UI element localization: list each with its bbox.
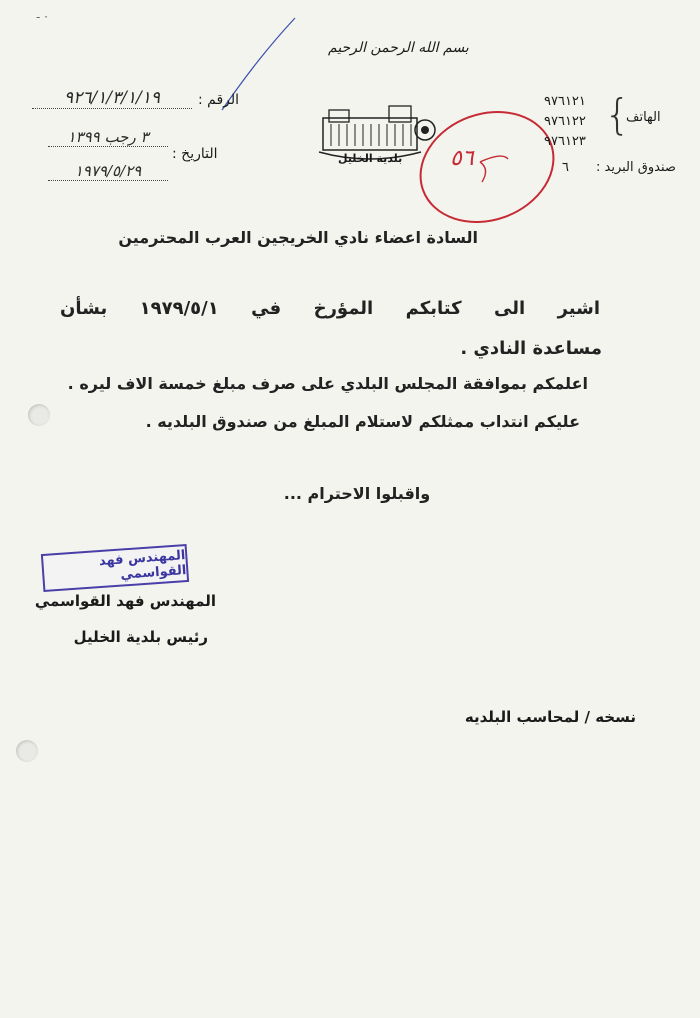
ref-value: ٩٢٦/١/٣/١/١٩	[32, 88, 192, 109]
addressee: السادة اعضاء نادي الخريجين العرب المحترمين	[118, 228, 478, 247]
date-gregorian: ١٩٧٩/٥/٢٩	[48, 162, 168, 181]
ref-label: الرقم :	[198, 92, 240, 108]
phone-2: ٩٧٦١٢٢	[544, 114, 586, 129]
phone-label: الهاتف	[626, 110, 661, 125]
body-line-2: مساعدة النادي .	[460, 338, 602, 359]
body-line-3: اعلمكم بموافقة المجلس البلدي على صرف مبلغ خمسة الاف ليره .	[67, 374, 588, 393]
po-box-label: صندوق البريد :	[596, 160, 676, 175]
basmala: بسم الله الرحمن الرحيم	[328, 40, 469, 56]
closing: واقبلوا الاحترام ...	[283, 484, 431, 503]
signatory-title: رئيس بلدية الخليل	[73, 628, 208, 646]
corner-mark: - ·	[36, 10, 48, 24]
signatory-name: المهندس فهد القواسمي	[34, 592, 216, 610]
date-label: التاريخ :	[172, 146, 218, 162]
handwritten-mark: ٥٦	[450, 146, 474, 171]
red-circle-annotation	[412, 106, 562, 228]
logo-caption: بلدية الخليل	[338, 152, 403, 165]
date-hijri: ٣ رجب ١٣٩٩	[48, 128, 168, 147]
phone-1: ٩٧٦١٢١	[544, 94, 586, 109]
po-box-value: ٦	[562, 160, 569, 175]
phone-brace: {	[604, 90, 631, 139]
official-stamp: المهندس فهد القواسمي	[41, 544, 189, 592]
body-line-1: اشير الى كتابكم المؤرخ في ١٩٧٩/٥/١ بشأن	[60, 298, 600, 319]
body-line-4: عليكم انتداب ممثلكم لاستلام المبلغ من صندوق البلديه .	[145, 412, 580, 431]
copy-note: نسخه / لمحاسب البلديه	[464, 708, 636, 726]
punch-hole-top	[28, 404, 50, 426]
punch-hole-bottom	[16, 740, 38, 762]
phone-3: ٩٧٦١٢٣	[544, 134, 586, 149]
